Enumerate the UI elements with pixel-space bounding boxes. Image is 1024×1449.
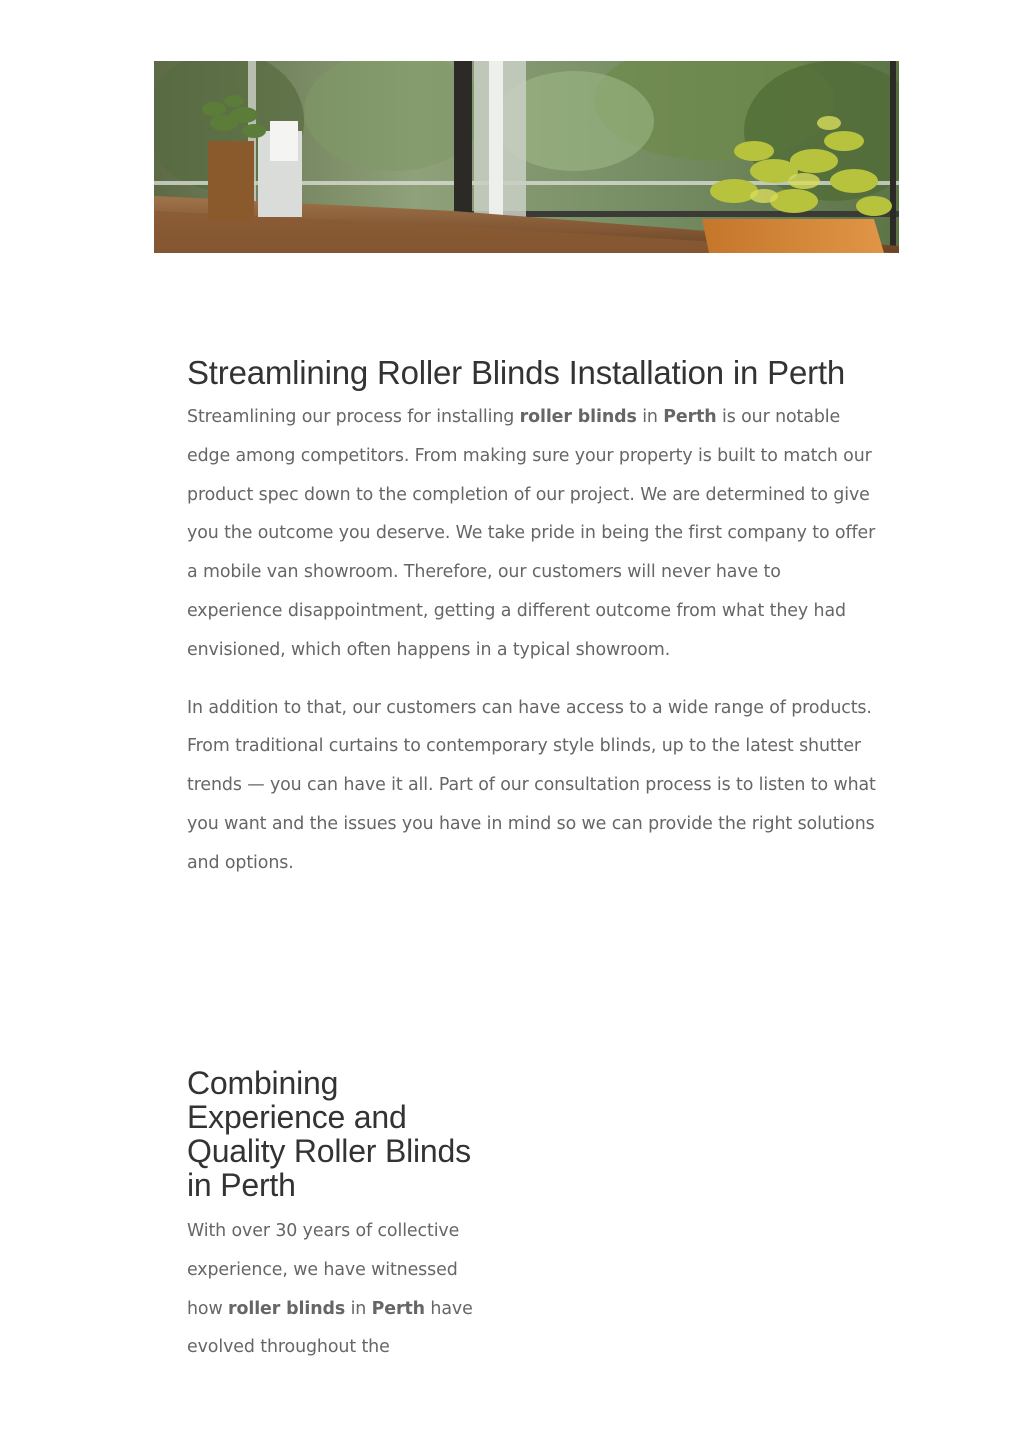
section-streamlining xyxy=(187,352,877,902)
text-run: is our notable edge among competitors. From making sure your property is built to match our product spec down to the completion of our project. We are determined to give you the outcome you deserve. We take pride in being the first company to offer a mobile van showroom. Therefore, our customers will never have to experience disappointment, getting a different outcome from what they had envisioned, which often happens in a typical showroom. xyxy=(187,407,876,660)
text-run: in xyxy=(636,407,664,427)
keyword-perth: Perth xyxy=(371,1298,425,1319)
section-title: Streamlining Roller Blinds Installation in Perth xyxy=(187,354,846,391)
paragraph-2: In addition to that, our customers can have access to a wide range of products. From traditional curtains to contemporary style blinds, up to the latest shutter trends — you can have it all. Part of our consultation process is to listen to what you want and the issues you have in mind so we can provide the right solutions and options. xyxy=(187,697,876,873)
paragraph-1 xyxy=(187,398,877,670)
text-run: With over 30 years of collective experience, we have witnessed how xyxy=(187,1221,460,1319)
text-run: in xyxy=(345,1298,372,1319)
text-run: Streamlining our process for installing xyxy=(187,407,520,427)
keyword-roller-blinds: roller blinds xyxy=(519,407,637,427)
hero-illustration xyxy=(154,61,899,253)
section-title: Combining Experience and Quality Roller Blinds in Perth xyxy=(187,1065,471,1203)
paragraph-1 xyxy=(187,1212,487,1367)
keyword-roller-blinds: roller blinds xyxy=(228,1298,346,1319)
section-combining xyxy=(187,1066,507,1386)
hero-image xyxy=(154,61,899,253)
keyword-perth: Perth xyxy=(663,407,717,427)
text-run: have evolved throughout the xyxy=(187,1298,473,1358)
